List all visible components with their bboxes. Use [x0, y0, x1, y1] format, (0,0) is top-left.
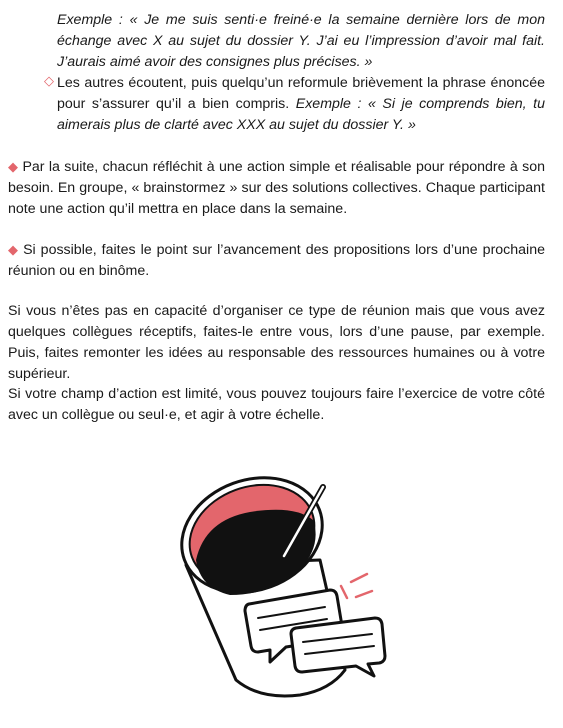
- sub-bullet-text: Les autres écoutent, puis quelqu’un reformule brièvement la phrase énoncée pour s’assurer qu’il a bien compris.: [57, 75, 545, 112]
- paragraph-colleagues: Si vous n’êtes pas en capacité d’organiser ce type de réunion mais que vous avez quelques collègues réceptifs, faites-le entre vous, lors d’une pause, par exemple. Puis, faites remonter les idées au responsable des ressources humaines ou à votre supérieur.: [8, 303, 545, 382]
- diamond-outline-icon: ◇: [44, 73, 54, 88]
- example-quote: Exemple : « Je me suis senti·e freiné·e la semaine dernière lors de mon échange avec X au sujet du dossier Y. J’ai eu l’impression d’avoir mal fait. J’aurais aimé avoir des consignes plus précises. »: [57, 12, 545, 70]
- bullet-text: Par la suite, chacun réfléchit à une action simple et réalisable pour répondre à son besoin. En groupe, « brainstormez » sur des solutions collectives. Chaque participant note une action qu’il mettra en place dans la semaine.: [8, 159, 546, 217]
- paragraph-limited-scope: Si votre champ d’action est limité, vous pouvez toujours faire l’exercice de votre côté avec un collègue ou seul·e, et agir à votre échelle.: [8, 386, 545, 423]
- diamond-icon: ◆: [8, 242, 20, 257]
- bullet-text: Si possible, faites le point sur l’avancement des propositions lors d’une prochaine réunion ou en binôme.: [8, 242, 545, 279]
- sub-bullet-example: Exemple : « Si je comprends bien, tu aimerais plus de clarté avec XXX au sujet du dossier Y. »: [57, 96, 545, 133]
- diamond-icon: ◆: [8, 159, 19, 174]
